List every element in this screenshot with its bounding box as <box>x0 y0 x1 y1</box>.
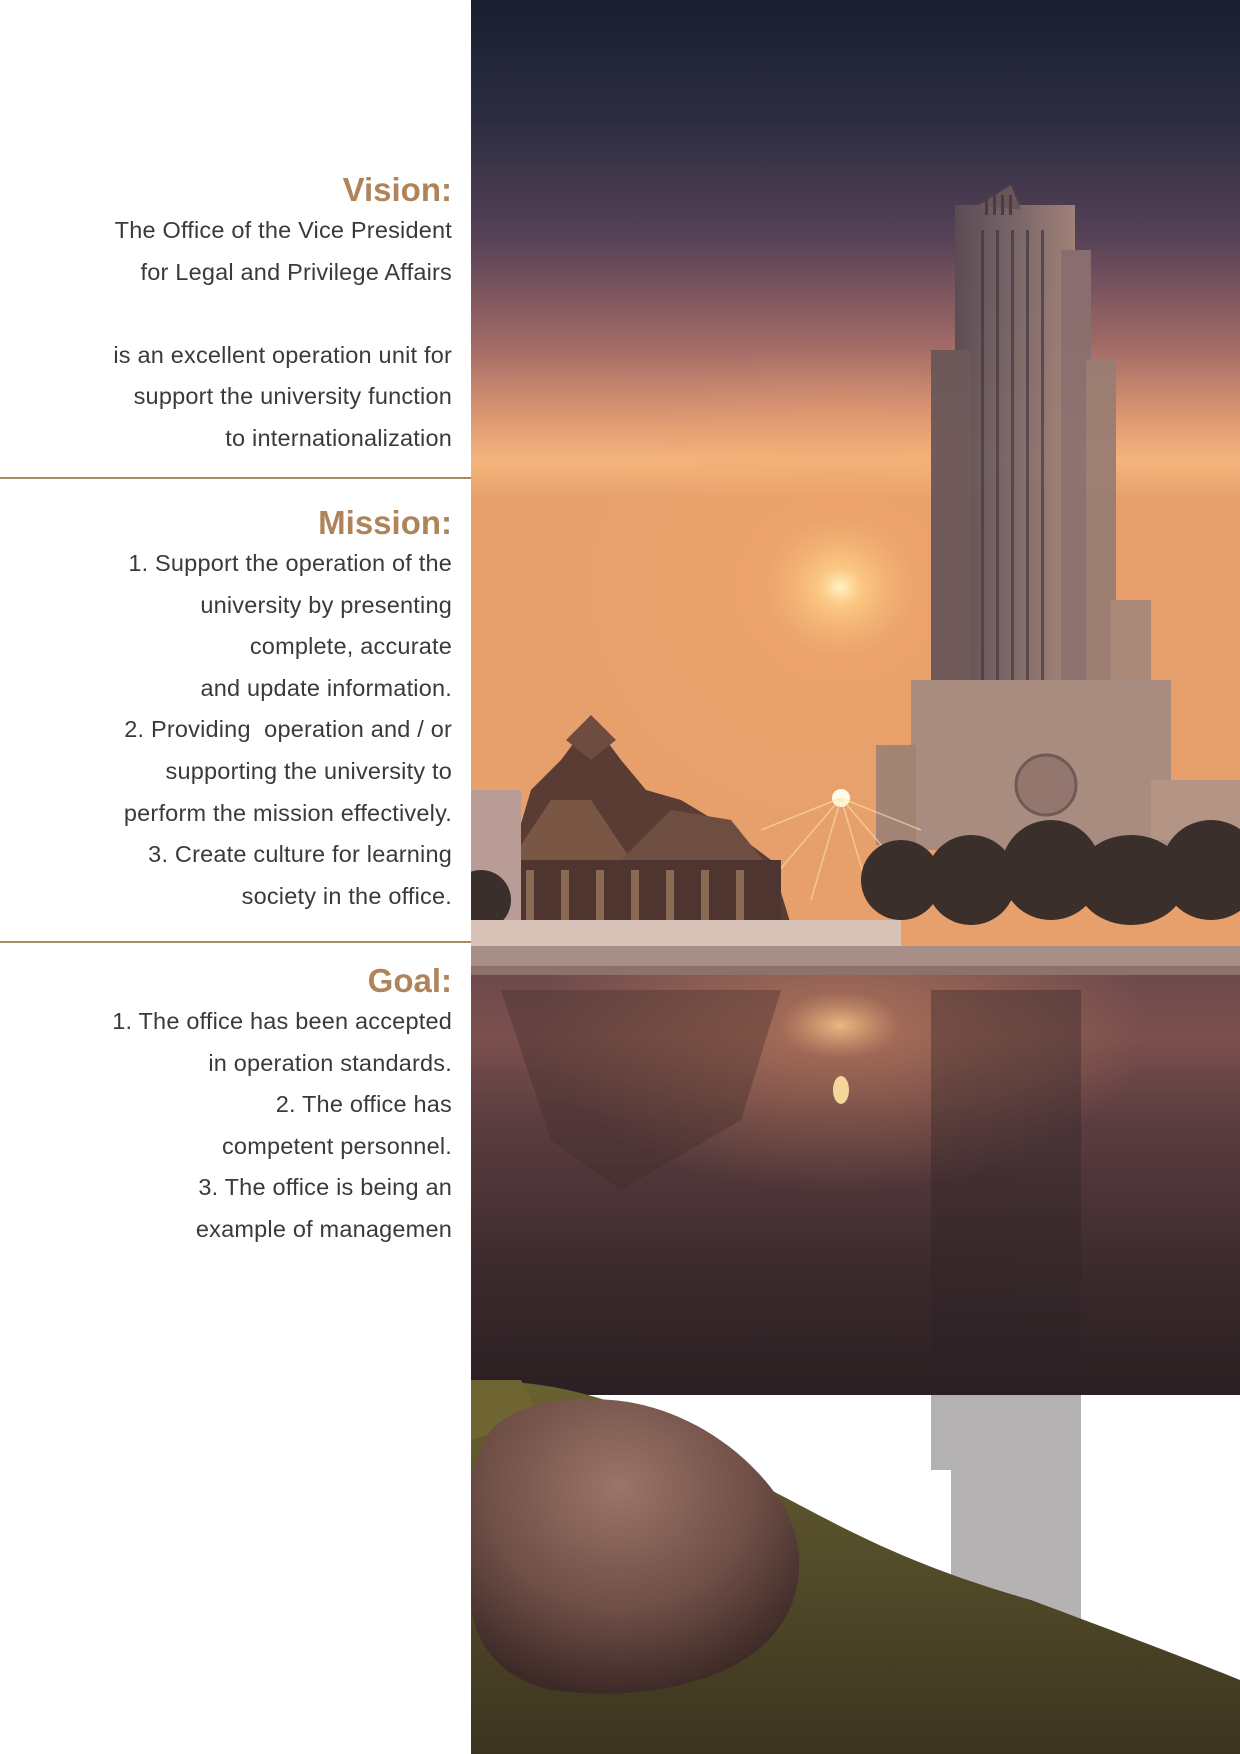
goal-section <box>0 961 471 1251</box>
vision-line: to internationalization <box>225 424 452 451</box>
mission-line: supporting the university to <box>165 757 452 784</box>
text-column <box>0 0 471 1754</box>
mission-line: 2. Providing operation and / or <box>124 716 452 743</box>
mission-line: complete, accurate <box>249 633 452 660</box>
mission-line: 3. Create culture for learning <box>148 841 452 868</box>
goal-line: 3. The office is being an <box>198 1174 452 1201</box>
goal-heading: Goal: <box>367 962 452 999</box>
goal-line: 1. The office has been accepted <box>112 1008 452 1034</box>
vision-line: is an excellent operation unit for <box>113 341 452 368</box>
mission-line: 1. Support the operation of the <box>128 550 452 576</box>
vision-line: The Office of the Vice President <box>114 217 452 243</box>
mission-line: society in the office. <box>241 882 452 909</box>
mission-line: university by presenting <box>200 591 452 618</box>
section-divider <box>0 941 471 943</box>
mission-line: perform the mission effectively. <box>123 799 452 826</box>
goal-line: in operation standards. <box>208 1049 452 1076</box>
goal-line: example of managemen <box>195 1215 452 1242</box>
mission-section <box>0 503 471 917</box>
vision-line: support the university function <box>133 383 452 410</box>
vision-spacer <box>0 293 471 335</box>
mission-line: and update information. <box>200 674 452 701</box>
sunset-campus-photo <box>471 0 1240 1754</box>
mission-heading: Mission: <box>318 504 452 541</box>
goal-line: competent personnel. <box>221 1132 452 1159</box>
section-divider <box>0 477 471 479</box>
vision-heading: Vision: <box>342 171 452 208</box>
goal-line: 2. The office has <box>275 1091 452 1118</box>
vision-line: for Legal and Privilege Affairs <box>140 258 452 285</box>
vision-section <box>0 170 471 460</box>
